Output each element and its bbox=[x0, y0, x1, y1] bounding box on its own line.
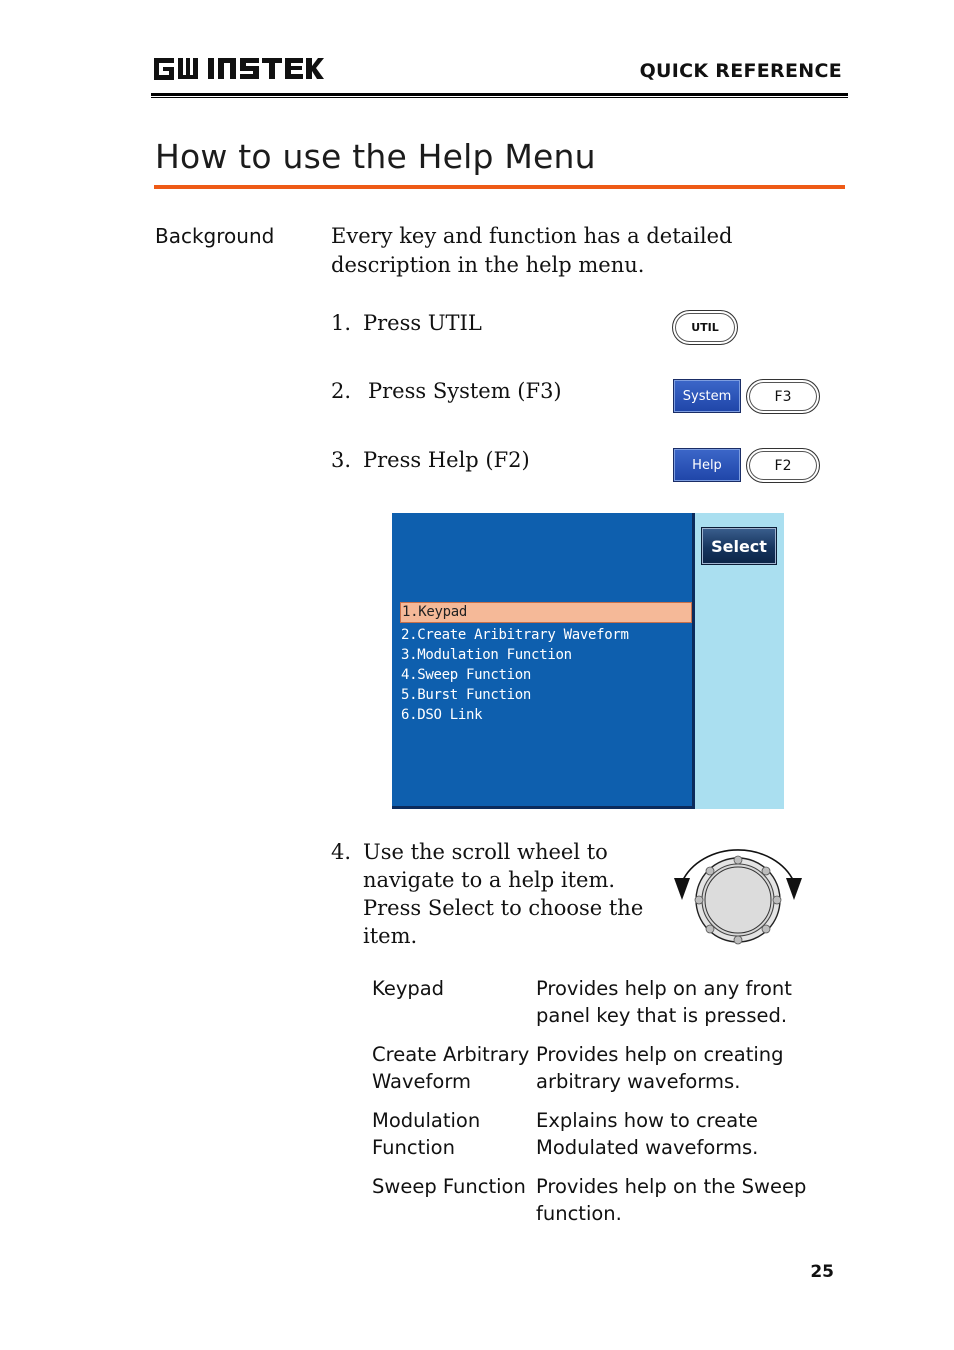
select-softkey[interactable]: Select bbox=[701, 527, 777, 565]
help-menu-item-create-arbitrary[interactable]: 2.Create Aribitrary Waveform bbox=[401, 627, 629, 643]
help-menu-list bbox=[400, 602, 692, 725]
step-number: 4. bbox=[331, 840, 352, 864]
gw-instek-logo-icon bbox=[152, 54, 324, 84]
help-description: Provides help on the Sweep function. bbox=[536, 1175, 807, 1225]
step-3 bbox=[331, 446, 651, 475]
f2-key: F2 bbox=[746, 448, 820, 483]
help-term: Keypad bbox=[372, 977, 445, 1000]
step-text: Press Help (F2) bbox=[363, 448, 530, 472]
header-rule bbox=[151, 93, 848, 96]
f3-key: F3 bbox=[746, 379, 820, 414]
step-number: 3. bbox=[331, 448, 352, 472]
brand-logo bbox=[152, 54, 324, 84]
help-items-table bbox=[372, 975, 848, 1239]
step-text: Press UTIL bbox=[363, 311, 482, 335]
page-title: How to use the Help Menu bbox=[155, 137, 596, 176]
step-4 bbox=[331, 838, 671, 950]
title-underline bbox=[154, 185, 845, 189]
page-number: 25 bbox=[810, 1262, 834, 1282]
util-key: UTIL bbox=[672, 310, 738, 345]
help-menu-item-modulation[interactable]: 3.Modulation Function bbox=[401, 647, 572, 663]
step-text: Use the scroll wheel to navigate to a help item. Press Select to choose the item. bbox=[363, 840, 644, 948]
help-description: Provides help on creating arbitrary waveforms. bbox=[536, 1043, 784, 1093]
help-softkey: Help bbox=[673, 448, 741, 482]
system-softkey: System bbox=[673, 379, 741, 413]
help-menu-item-keypad[interactable]: 1.Keypad bbox=[400, 602, 692, 623]
help-description: Explains how to create Modulated waveforms. bbox=[536, 1109, 759, 1159]
help-description: Provides help on any front panel key that is pressed. bbox=[536, 977, 792, 1027]
background-label: Background bbox=[155, 224, 275, 248]
step-1 bbox=[331, 309, 651, 338]
scroll-wheel-icon bbox=[668, 838, 808, 948]
help-menu-item-burst[interactable]: 5.Burst Function bbox=[401, 687, 532, 703]
section-label: QUICK REFERENCE bbox=[639, 60, 842, 82]
help-term: Create Arbitrary Waveform bbox=[372, 1043, 530, 1093]
table-row bbox=[372, 1173, 848, 1239]
step-2 bbox=[331, 377, 651, 406]
help-menu-item-sweep[interactable]: 4.Sweep Function bbox=[401, 667, 532, 683]
help-term: Modulation Function bbox=[372, 1109, 481, 1159]
help-term: Sweep Function bbox=[372, 1175, 526, 1198]
header-rule-thin bbox=[151, 97, 848, 98]
help-menu-screen bbox=[392, 513, 784, 809]
table-row bbox=[372, 1107, 848, 1173]
help-menu-item-dso-link[interactable]: 6.DSO Link bbox=[401, 707, 483, 723]
background-text: Every key and function has a detailed description in the help menu. bbox=[331, 224, 733, 277]
step-number: 2. bbox=[331, 379, 352, 403]
screen-main-panel bbox=[392, 513, 695, 809]
step-number: 1. bbox=[331, 311, 352, 335]
table-row bbox=[372, 1041, 848, 1107]
table-row bbox=[372, 975, 848, 1041]
step-text: Press System (F3) bbox=[368, 379, 562, 403]
